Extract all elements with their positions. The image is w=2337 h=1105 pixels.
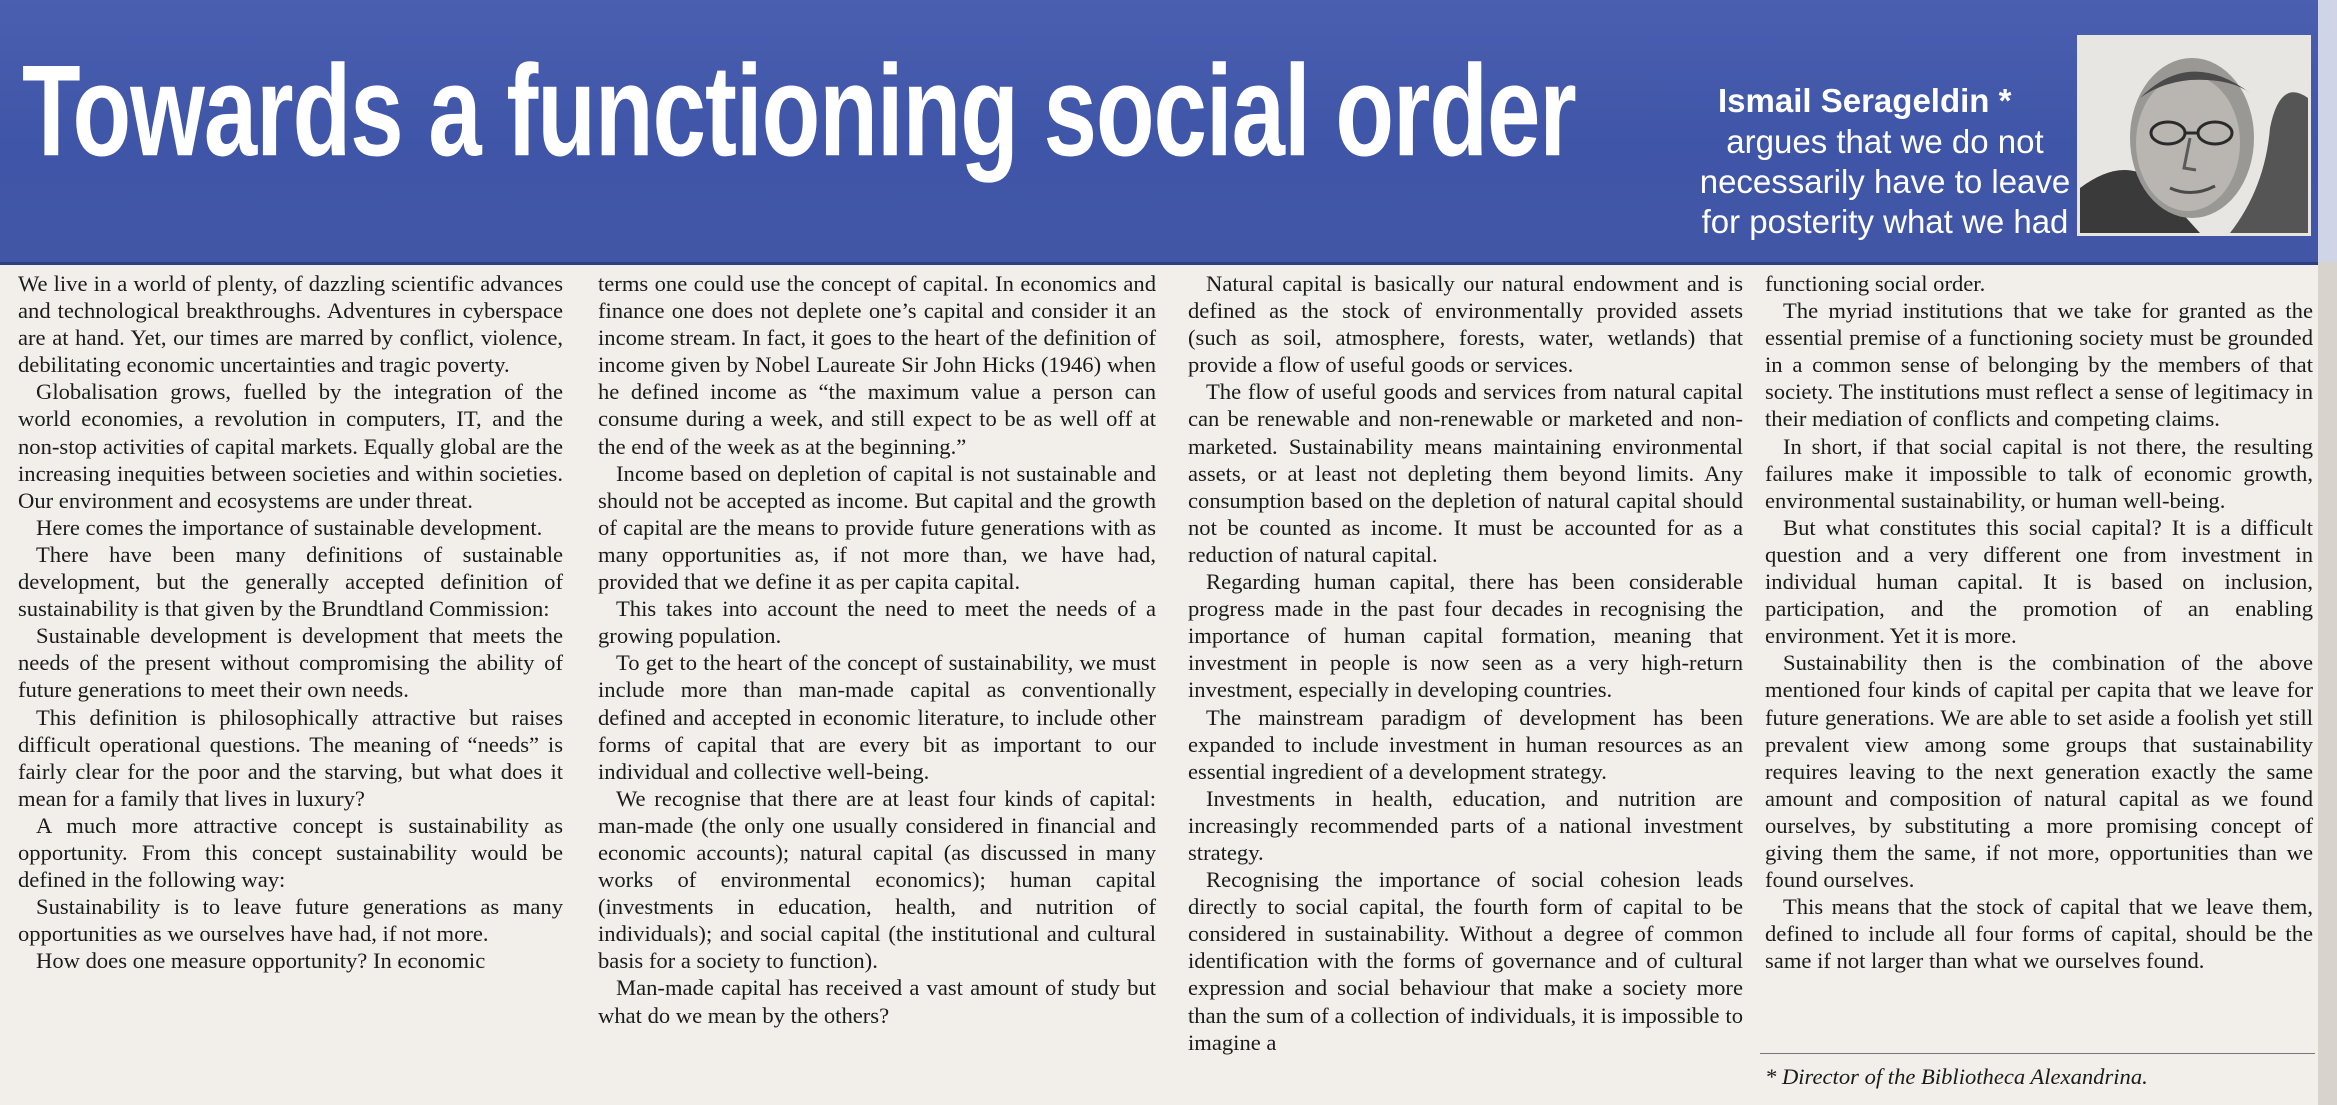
paragraph: Globalisation grows, fuelled by the integration of the world economies, a revolution in computers, IT, and the non-stop activities of capital markets. Equally global are the increasing inequities between societies and within societies. Our environment and ecosystems are under threat. [18,379,563,513]
paragraph: There have been many definitions of sustainable development, but the generally accepted definition of sustainability is that given by the Brundtland Commission: [18,541,563,622]
paragraph: terms one could use the concept of capital. In economics and finance one does not deplete one’s capital and consider it an income stream. In fact, it goes to the heart of the definition of income given by Nobel Laureate Sir John Hicks (1946) when he defined income as “the maximum value a person can consume during a week, and still expect to be as well off at the end of the week as at the beginning.” [598,271,1156,459]
paragraph: Income based on depletion of capital is not sustainable and should not be accepted as income. But capital and the growth of capital are the means to provide future generations with as many opportunities as, if not more than, we have had, provided that we define it as per capita capital. [598,460,1156,595]
paragraph: Here comes the importance of sustainable development. [36,514,543,540]
paragraph: Investments in health, education, and nutrition are increasingly recommended parts of a national investment strategy. [1188,785,1743,865]
paragraph: How does one measure opportunity? In economic [36,948,486,974]
paragraph: We live in a world of plenty, of dazzling scientific advances and technological breakthroughs. Adventures in cyberspace are at hand. Yet, our times are marred by conflict, violence, debilitating economic uncertainties and tragic poverty. [18,271,563,378]
headline: Towards a functioning social order [22,39,1576,184]
paragraph: Recognising the importance of social cohesion leads directly to social capital, the fourth form of capital to be considered in sustainability. Without a degree of common identification with the forms of governance and of cultural expression and social behaviour that make a society more than the sum of a collection of individuals, it is impossible to imagine a [1188,867,1743,1055]
paragraph: This means that the stock of capital that we leave them, defined to include all four forms of capital, should be the same if not larger than what we ourselves found. [1765,894,2313,974]
standfirst: argues that we do not necessarily have to leave for posterity what we had [1699,123,2071,240]
article-column-3 [1188,270,1743,1100]
paragraph: In short, if that social capital is not there, the resulting failures make it impossible to talk of economic growth, environmental sustainability, or human well-being. [1765,433,2313,513]
paragraph: The myriad institutions that we take for granted as the essential premise of a functioning society must be grounded in a common sense of belonging by the members of that society. The institutions must reflect a sense of legitimacy in their mediation of conflicts and competing claims. [1765,298,2313,432]
paragraph: Man-made capital has received a vast amount of study but what do we mean by the others? [598,975,1156,1028]
paragraph: We recognise that there are at least four kinds of capital: man-made (the only one usually considered in financial and economic accounts); natural capital (as discussed in many works of environmental economics); human capital (investments in education, health, and nutrition of individuals); and social capital (the institutional and cultural basis for a society to function). [598,785,1156,974]
author-name: Ismail Serageldin * [1718,82,2012,119]
footnote-divider [1760,1053,2315,1054]
adjacent-page-edge [2318,262,2337,1105]
adjacent-page-strip [2318,0,2337,262]
author-portrait-icon [2077,35,2311,236]
paragraph: This definition is philosophically attractive but raises difficult operational questions. The meaning of “needs” is fairly clear for the poor and the starving, but what does it mean for a family that lives in luxury? [18,704,563,811]
article-column-1 [18,270,563,1100]
headline-banner [0,0,2337,265]
paragraph: A much more attractive concept is sustainability as opportunity. From this concept sustainability would be defined in the following way: [18,812,563,893]
paragraph: This takes into account the need to meet the needs of a growing population. [598,596,1156,649]
article-column-2 [598,270,1156,1100]
paragraph: Sustainability then is the combination of the above mentioned four kinds of capital per capita that we leave for future generations. We are able to set aside a foolish yet still prevalent view among some groups that sustainability requires leaving to the next generation exactly the same amount and composition of natural capital as we found ourselves, by substituting a more promising concept of giving them the same, if not more, opportunities than we found ourselves. [1765,650,2313,893]
paragraph: Regarding human capital, there has been considerable progress made in the past four decades in recognising the importance of human capital formation, meaning that investment in people is now seen as a very high-return investment, especially in developing countries. [1188,569,1743,703]
article-column-4 [1765,270,2313,1100]
author-footnote: * Director of the Bibliotheca Alexandrina. [1765,1064,2148,1089]
paragraph: functioning social order. [1765,271,1986,296]
paragraph: Sustainability is to leave future generations as many opportunities as we ourselves have had, if not more. [18,894,563,947]
paragraph: To get to the heart of the concept of sustainability, we must include more than man-made capital as conventionally defined and accepted in economic literature, to include other forms of capital that are every bit as important to our individual and collective well-being. [598,650,1156,784]
paragraph: But what constitutes this social capital? It is a difficult question and a very different one from investment in individual human capital. It is based on inclusion, participation, and the promotion of an enabling environment. Yet it is more. [1765,514,2313,649]
paragraph: Sustainable development is development that meets the needs of the present without compromising the ability of future generations to meet their own needs. [18,623,563,703]
paragraph: Natural capital is basically our natural endowment and is defined as the stock of environmentally provided assets (such as soil, atmosphere, forests, water, wetlands) that provide a flow of useful goods or services. [1188,271,1743,378]
paragraph: The flow of useful goods and services from natural capital can be renewable and non-renewable or marketed and non-marketed. Sustainability means maintaining environmental assets, or at least not depleting them beyond limits. Any consumption based on the depletion of natural capital should not be counted as income. It must be accounted for as a reduction of natural capital. [1188,379,1743,567]
paragraph: The mainstream paradigm of development has been expanded to include investment in human resources as an essential ingredient of a development strategy. [1188,704,1743,784]
